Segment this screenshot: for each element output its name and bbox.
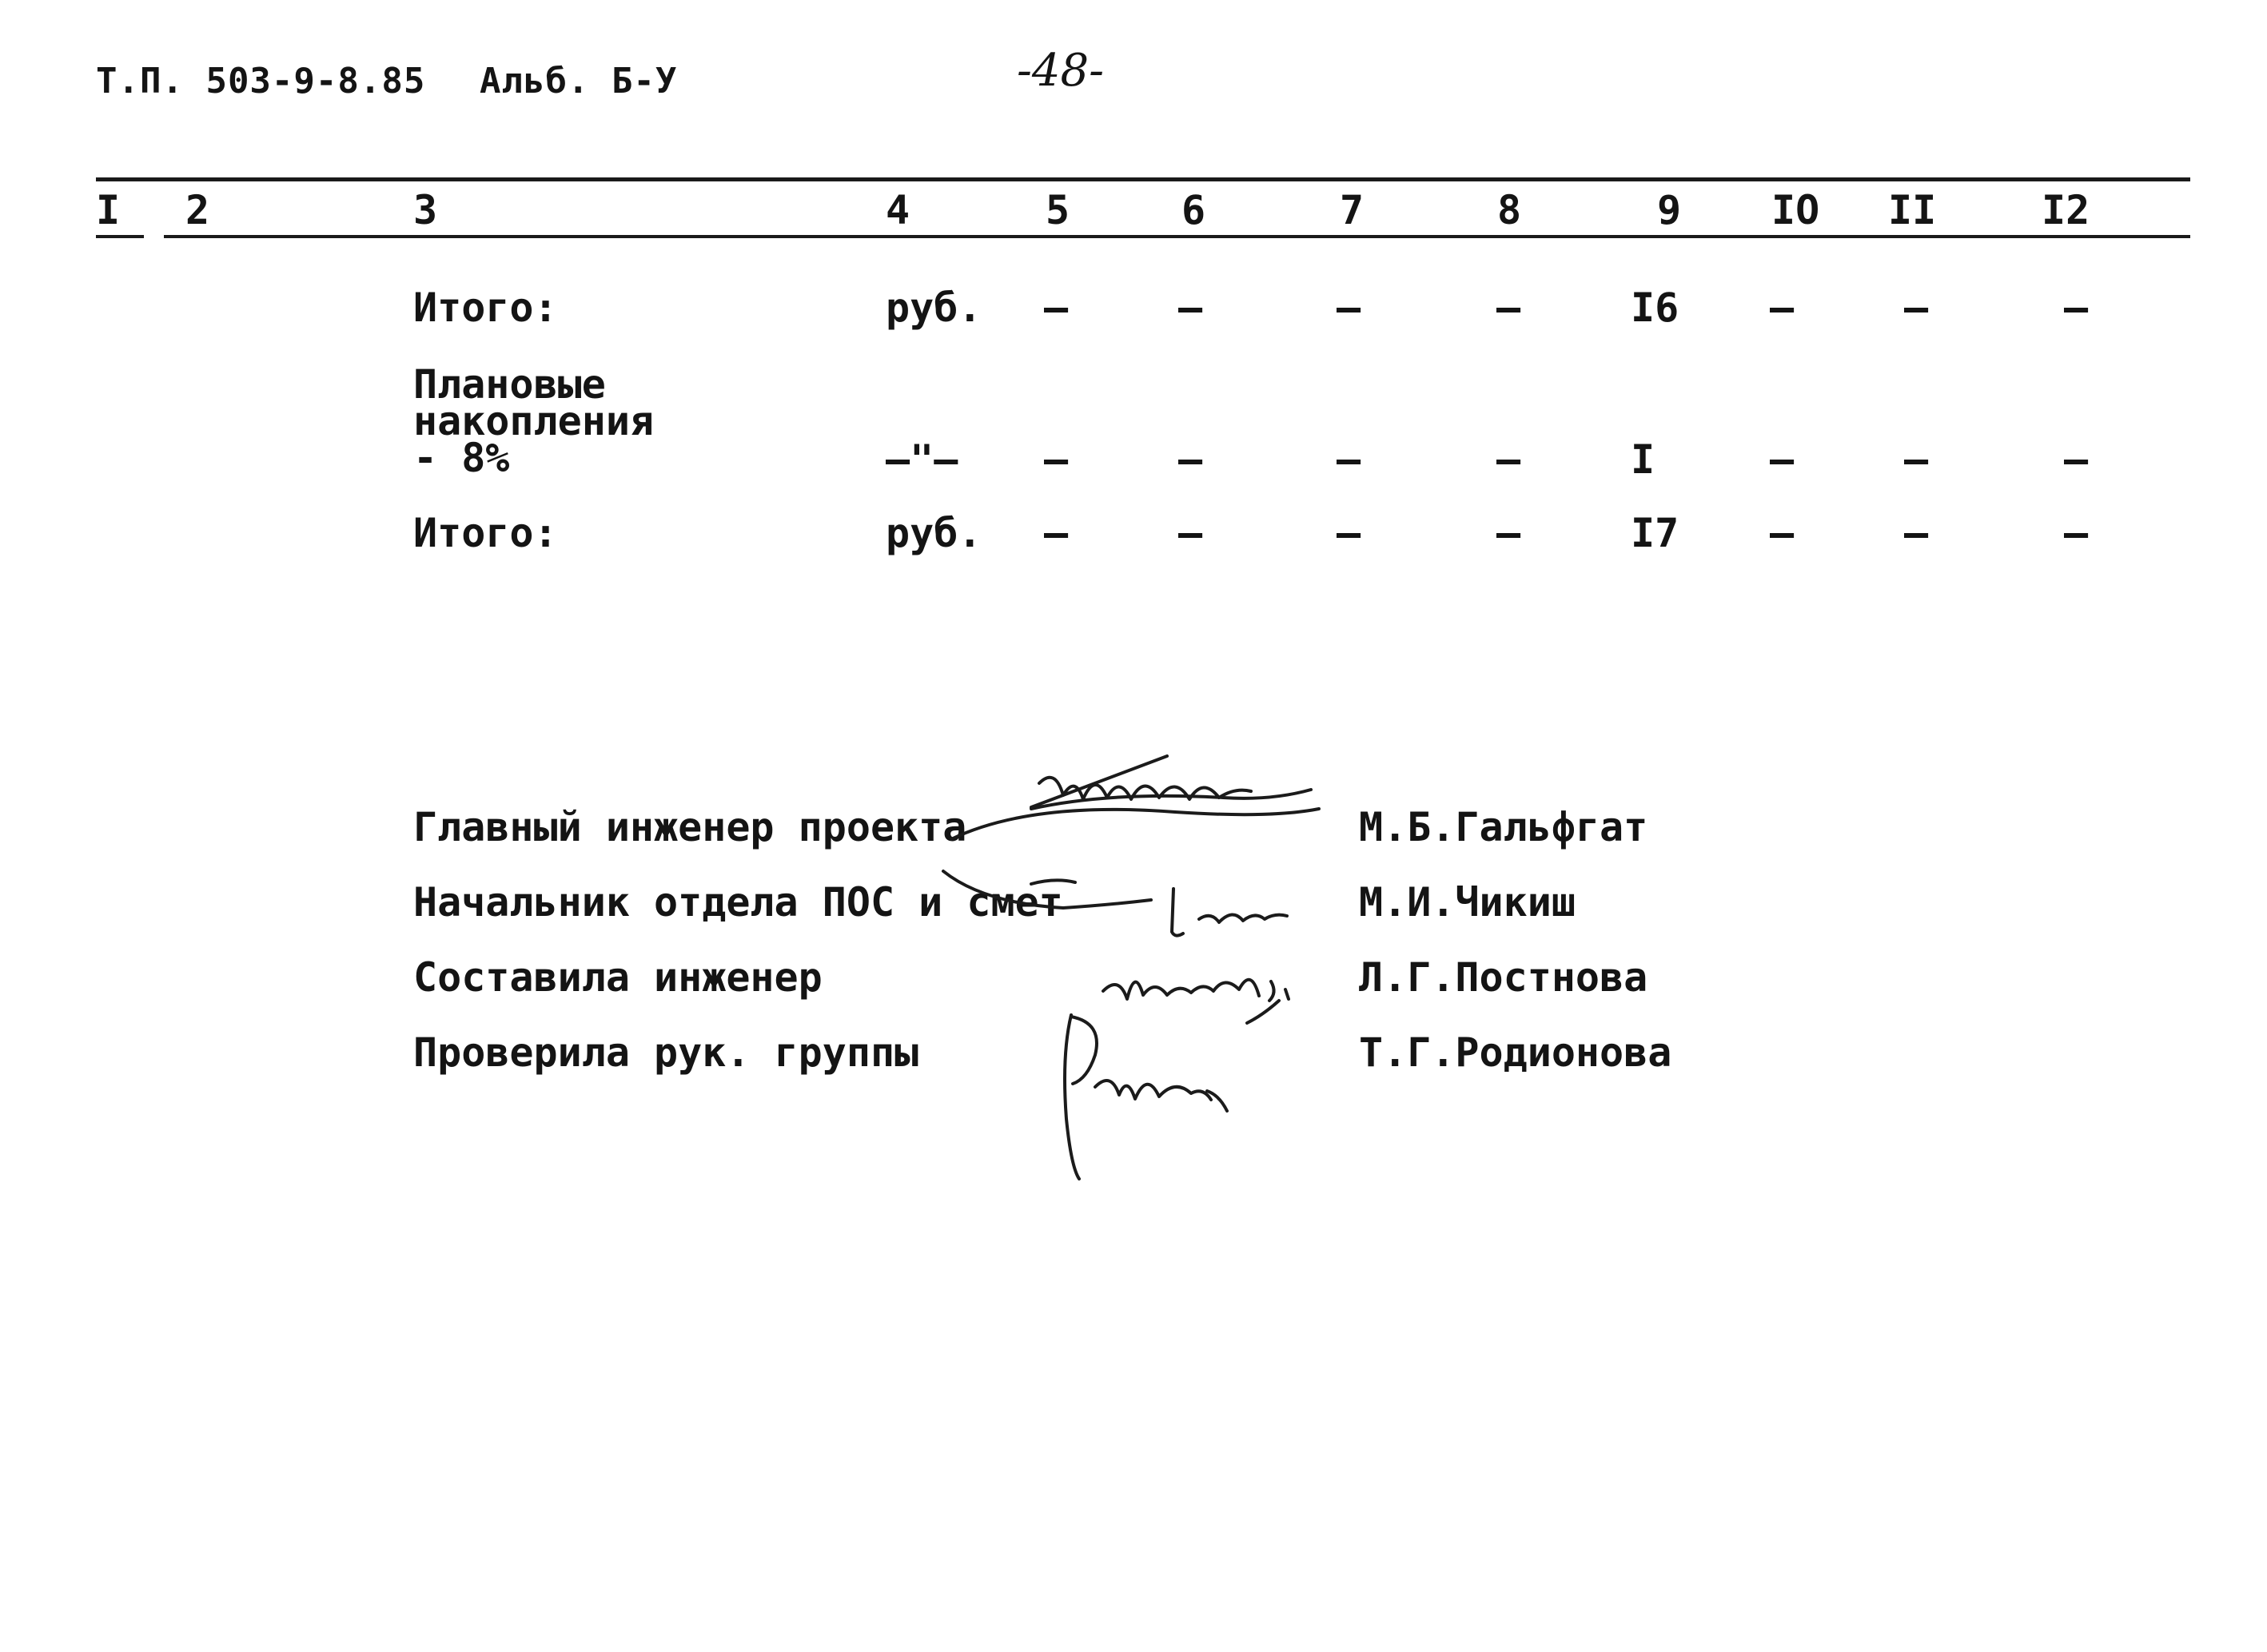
cell-col7: – (1337, 510, 1361, 556)
column-number: IO (1771, 187, 1820, 233)
column-number: I (96, 187, 121, 233)
signature-role: Главный инженер проекта (413, 804, 967, 850)
row-label-line: накопления (413, 398, 655, 444)
column-number: 8 (1497, 187, 1522, 233)
column-number: II (1888, 187, 1937, 233)
column-number: 5 (1046, 187, 1070, 233)
album-label: Альб. Б-У (480, 61, 678, 102)
column-number: 9 (1657, 187, 1682, 233)
cell-col5: – (1044, 510, 1069, 556)
handwritten-signature (935, 751, 1351, 863)
handwritten-signature (935, 855, 1351, 943)
cell-col12: – (2064, 436, 2089, 483)
table-header-rule-col1 (96, 235, 144, 238)
page-number: -48- (1017, 45, 1105, 97)
cell-col9: I6 (1631, 285, 1679, 331)
cell-col6: – (1178, 510, 1203, 556)
table-top-rule (96, 177, 2190, 181)
cell-col11: – (1904, 510, 1929, 556)
signature-name: Т.Г.Родионова (1359, 1029, 1672, 1076)
cell-col11: – (1904, 285, 1929, 331)
cell-col7: – (1337, 436, 1361, 483)
row-label: Итого: (413, 285, 558, 331)
column-number: 4 (886, 187, 910, 233)
cell-col10: – (1770, 285, 1795, 331)
cell-col6: – (1178, 436, 1203, 483)
column-number: 2 (185, 187, 210, 233)
cell-col12: – (2064, 510, 2089, 556)
signature-role: Начальник отдела ПОС и смет (413, 879, 1063, 926)
cell-col9: I7 (1631, 510, 1679, 556)
column-number: I2 (2042, 187, 2090, 233)
row-label-line: Плановые (413, 361, 606, 408)
cell-col5: – (1044, 285, 1069, 331)
signature-role: Составила инженер (413, 954, 823, 1001)
cell-col10: – (1770, 510, 1795, 556)
column-number: 3 (413, 187, 438, 233)
cell-col10: – (1770, 436, 1795, 483)
row-unit: –"– (886, 436, 958, 483)
cell-col9: I (1631, 436, 1655, 483)
cell-col5: – (1044, 436, 1069, 483)
signature-role: Проверила рук. группы (413, 1029, 919, 1076)
handwritten-signature (1047, 1007, 1255, 1183)
row-unit: руб. (886, 285, 982, 331)
column-number: 6 (1181, 187, 1206, 233)
row-unit: руб. (886, 510, 982, 556)
cell-col7: – (1337, 285, 1361, 331)
signature-name: М.Б.Гальфгат (1359, 804, 1648, 850)
cell-col8: – (1496, 436, 1521, 483)
row-label-line: - 8% (413, 435, 510, 481)
signature-name: Л.Г.Постнова (1359, 954, 1648, 1001)
cell-col8: – (1496, 285, 1521, 331)
row-label: Итого: (413, 510, 558, 556)
cell-col6: – (1178, 285, 1203, 331)
table-header-rule (164, 235, 2190, 238)
signature-name: М.И.Чикиш (1359, 879, 1576, 926)
cell-col11: – (1904, 436, 1929, 483)
cell-col12: – (2064, 285, 2089, 331)
document-code: Т.П. 503-9-8.85 (96, 61, 426, 102)
column-number: 7 (1340, 187, 1365, 233)
cell-col8: – (1496, 510, 1521, 556)
